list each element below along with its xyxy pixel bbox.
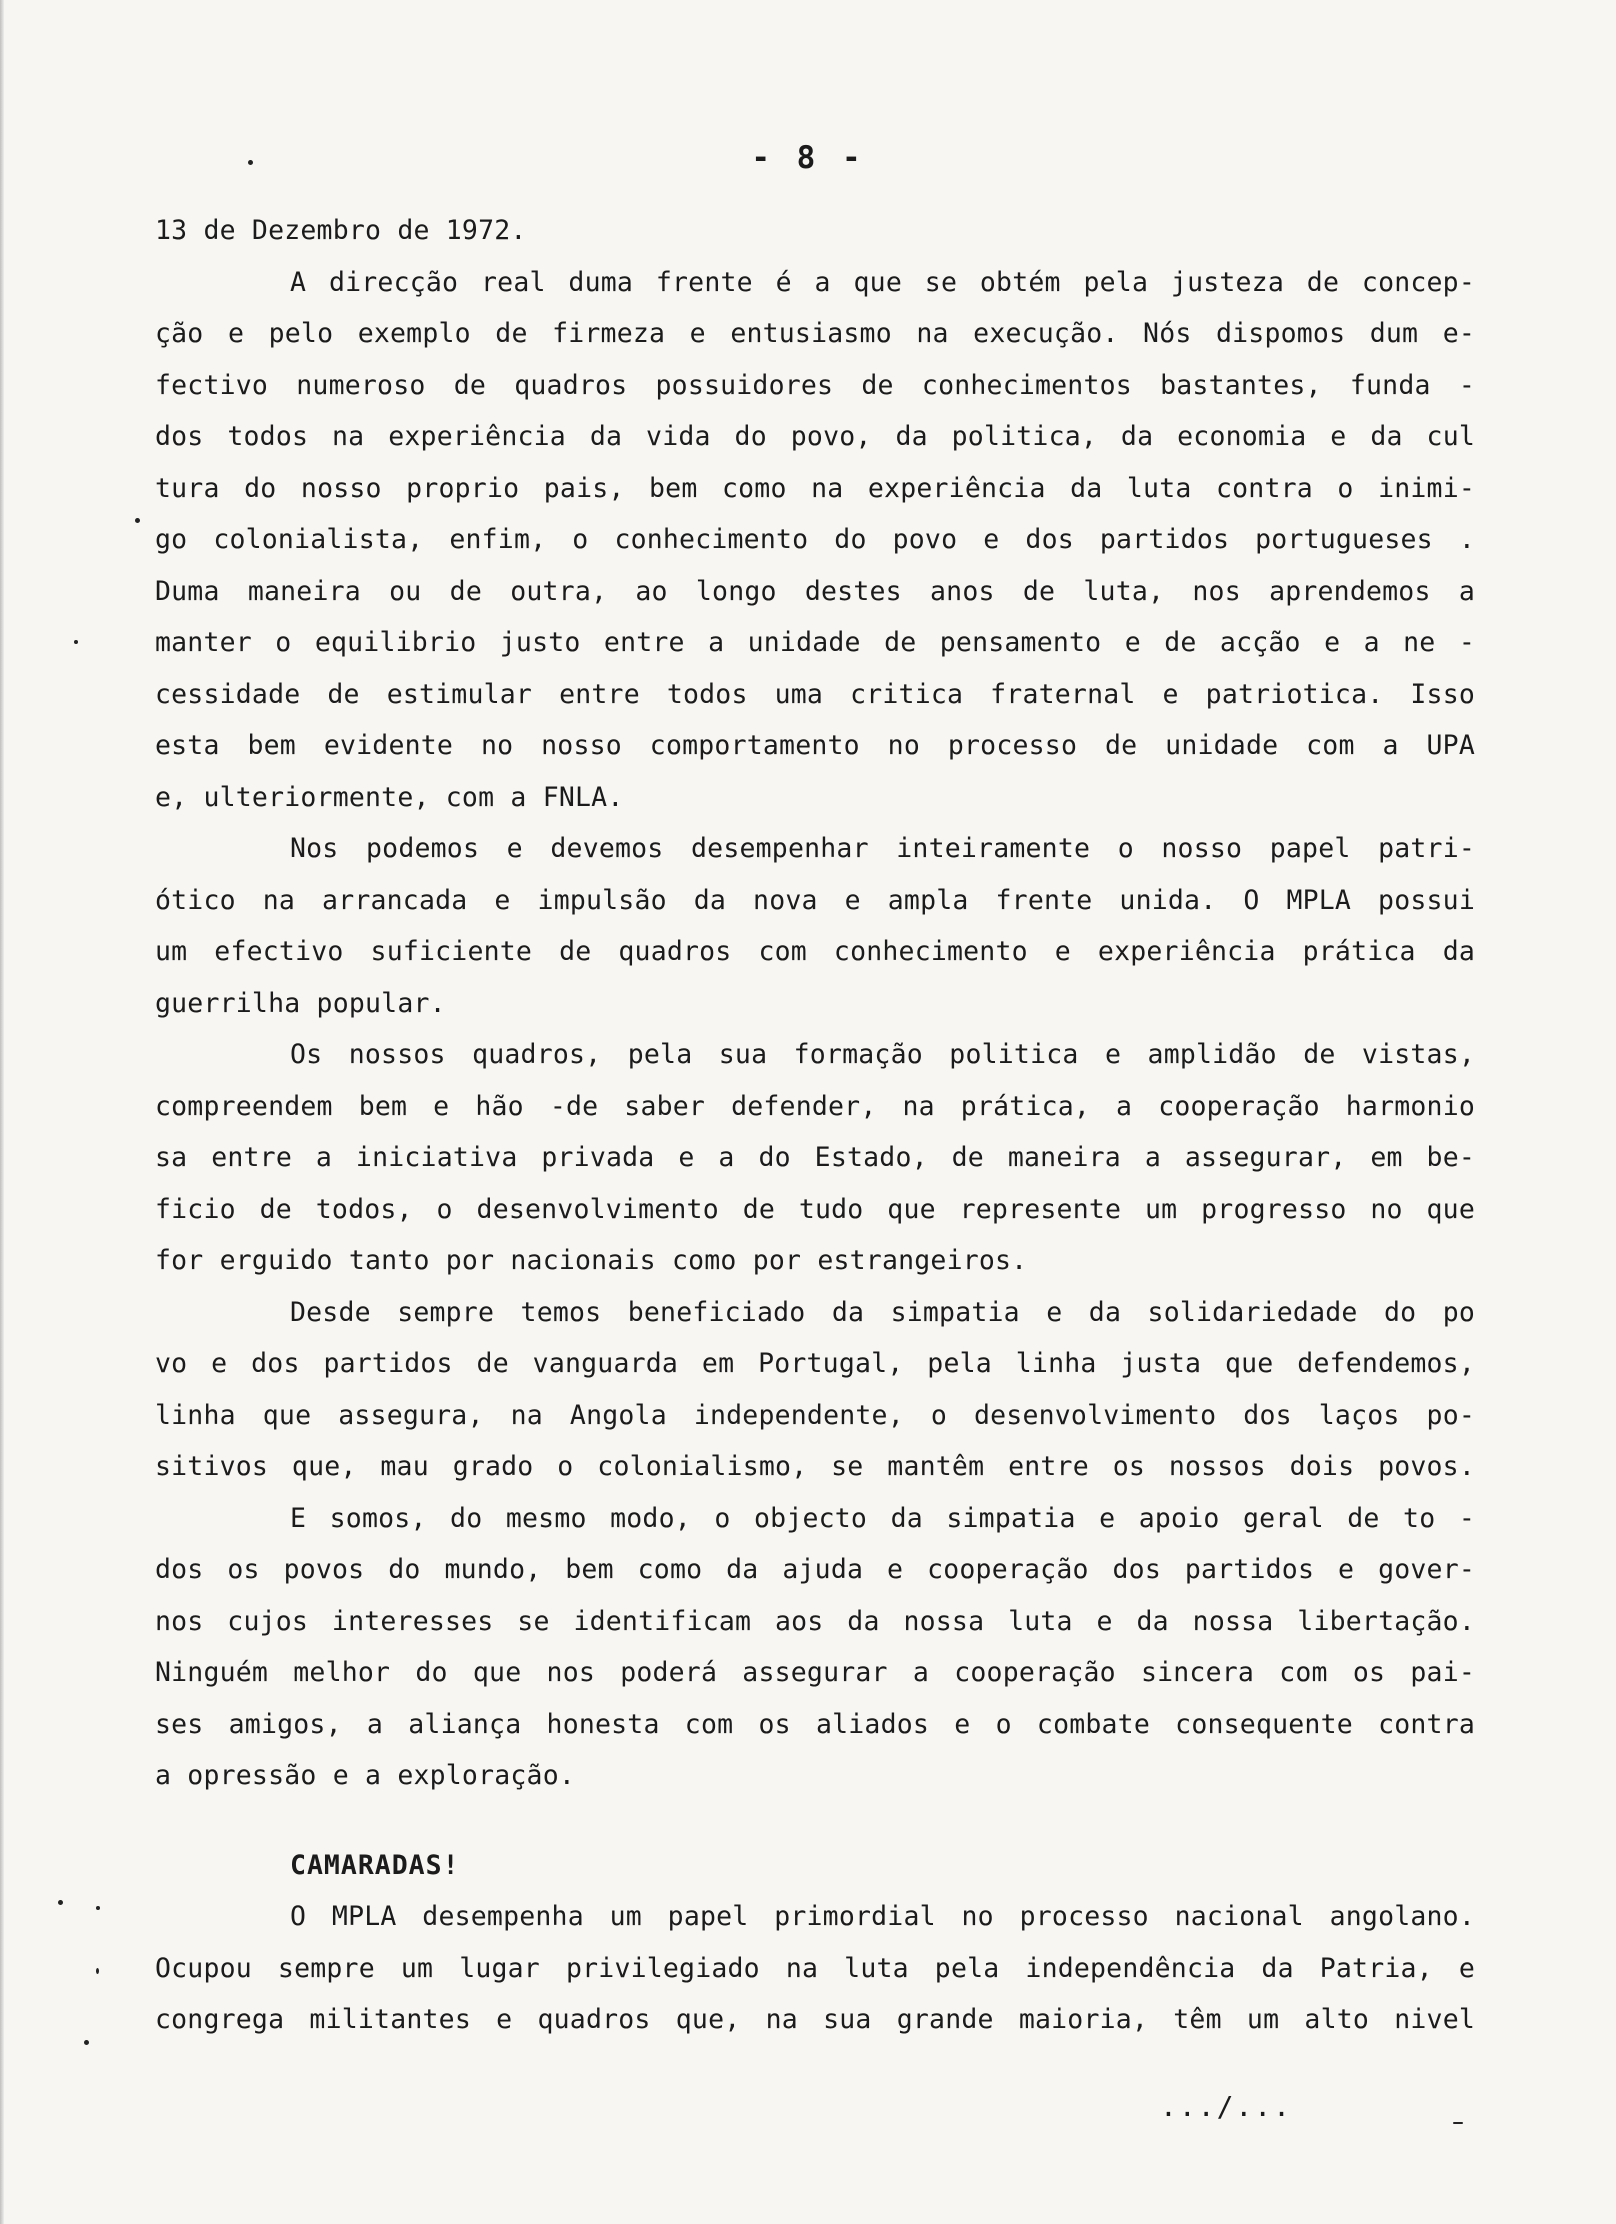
text-line: a opressão e a exploração. bbox=[155, 1760, 576, 1791]
text-line: nos cujos interesses se identificam aos da nossa luta e da nossa libertação. bbox=[155, 1605, 1475, 1637]
text-line: vo e dos partidos de vanguarda em Portugal, pela linha justa que defendemos, bbox=[155, 1348, 1475, 1379]
text-line: guerrilha popular. bbox=[155, 987, 446, 1019]
scan-speck bbox=[248, 160, 253, 165]
scan-speck bbox=[96, 1968, 99, 1974]
text-line: O MPLA desempenha um papel primordial no processo nacional angolano. bbox=[290, 1901, 1475, 1932]
page-number: - 8 - bbox=[751, 140, 865, 176]
paragraph-1 bbox=[155, 257, 1475, 824]
text-line: congrega militantes e quadros que, na sua grande maioria, têm um alto nivel bbox=[155, 2004, 1475, 2035]
text-line: for erguido tanto por nacionais como por estrangeiros. bbox=[155, 1245, 1028, 1276]
scan-edge bbox=[0, 0, 4, 2224]
text-line: Ocupou sempre um lugar privilegiado na luta pela independência da Patria, e bbox=[155, 1952, 1475, 1984]
text-line: go colonialista, enfim, o conhecimento do povo e dos partidos portugueses . bbox=[155, 524, 1475, 555]
text-line: linha que assegura, na Angola independente, o desenvolvimento dos laços po- bbox=[155, 1399, 1475, 1431]
scan-speck bbox=[96, 1906, 100, 1910]
text-line: ses amigos, a aliança honesta com os aliados e o combate consequente contra bbox=[155, 1708, 1475, 1740]
text-line: Ninguém melhor do que nos poderá assegurar a cooperação sincera com os pai- bbox=[155, 1657, 1475, 1688]
text-line: um efectivo suficiente de quadros com conhecimento e experiência prática da bbox=[155, 936, 1475, 967]
paragraph-3 bbox=[155, 1029, 1475, 1287]
text-line: Duma maneira ou de outra, ao longo destes anos de luta, nos aprendemos a bbox=[155, 575, 1475, 607]
text-line: esta bem evidente no nosso comportamento no processo de unidade com a UPA bbox=[155, 730, 1475, 761]
paragraph-5 bbox=[155, 1493, 1475, 1802]
text-line: dos todos na experiência da vida do povo, da politica, da economia e da cul bbox=[155, 421, 1475, 452]
text-line: Os nossos quadros, pela sua formação politica e amplidão de vistas, bbox=[290, 1039, 1475, 1070]
text-line: compreendem bem e hão -de saber defender, na prática, a cooperação harmonio bbox=[155, 1090, 1475, 1122]
text-line: dos os povos do mundo, bem como da ajuda e cooperação dos partidos e gover- bbox=[155, 1554, 1475, 1585]
scan-speck bbox=[74, 640, 78, 644]
paragraph-6 bbox=[155, 1891, 1475, 2046]
scan-speck bbox=[1453, 2122, 1463, 2124]
text-line: ção e pelo exemplo de firmeza e entusiasmo na execução. Nós dispomos dum e- bbox=[155, 318, 1475, 349]
text-line: ficio de todos, o desenvolvimento de tudo que represente um progresso no que bbox=[155, 1193, 1475, 1225]
text-line: Nos podemos e devemos desempenhar inteiramente o nosso papel patri- bbox=[290, 833, 1475, 864]
text-line: manter o equilibrio justo entre a unidade de pensamento e de acção e a ne - bbox=[155, 627, 1475, 658]
text-line: e, ulteriormente, com a FNLA. bbox=[155, 781, 624, 813]
paragraph-4 bbox=[155, 1287, 1475, 1493]
scan-speck bbox=[58, 1900, 63, 1905]
body-text bbox=[155, 205, 1475, 2046]
paragraph-2 bbox=[155, 823, 1475, 1029]
text-line: Desde sempre temos beneficiado da simpatia e da solidariedade do po bbox=[290, 1296, 1475, 1328]
text-line: cessidade de estimular entre todos uma critica fraternal e patriotica. Isso bbox=[155, 678, 1475, 710]
section-heading: CAMARADAS! bbox=[290, 1849, 460, 1881]
scan-speck bbox=[135, 518, 140, 523]
scan-speck bbox=[84, 2040, 89, 2045]
text-line: fectivo numeroso de quadros possuidores de conhecimentos bastantes, funda - bbox=[155, 369, 1475, 401]
text-line: tura do nosso proprio pais, bem como na experiência da luta contra o inimi- bbox=[155, 472, 1475, 504]
text-line: sa entre a iniciativa privada e a do Estado, de maneira a assegurar, em be- bbox=[155, 1142, 1475, 1173]
continuation-mark: .../... bbox=[1160, 2090, 1293, 2123]
date-line: 13 de Dezembro de 1972. bbox=[155, 215, 527, 246]
text-line: E somos, do mesmo modo, o objecto da simpatia e apoio geral de to - bbox=[290, 1502, 1475, 1534]
text-line: A direcção real duma frente é a que se obtém pela justeza de concep- bbox=[290, 266, 1475, 298]
section-gap bbox=[155, 1802, 1475, 1840]
text-line: ótico na arrancada e impulsão da nova e ampla frente unida. O MPLA possui bbox=[155, 884, 1475, 916]
text-line: sitivos que, mau grado o colonialismo, se mantêm entre os nossos dois povos. bbox=[155, 1451, 1475, 1482]
